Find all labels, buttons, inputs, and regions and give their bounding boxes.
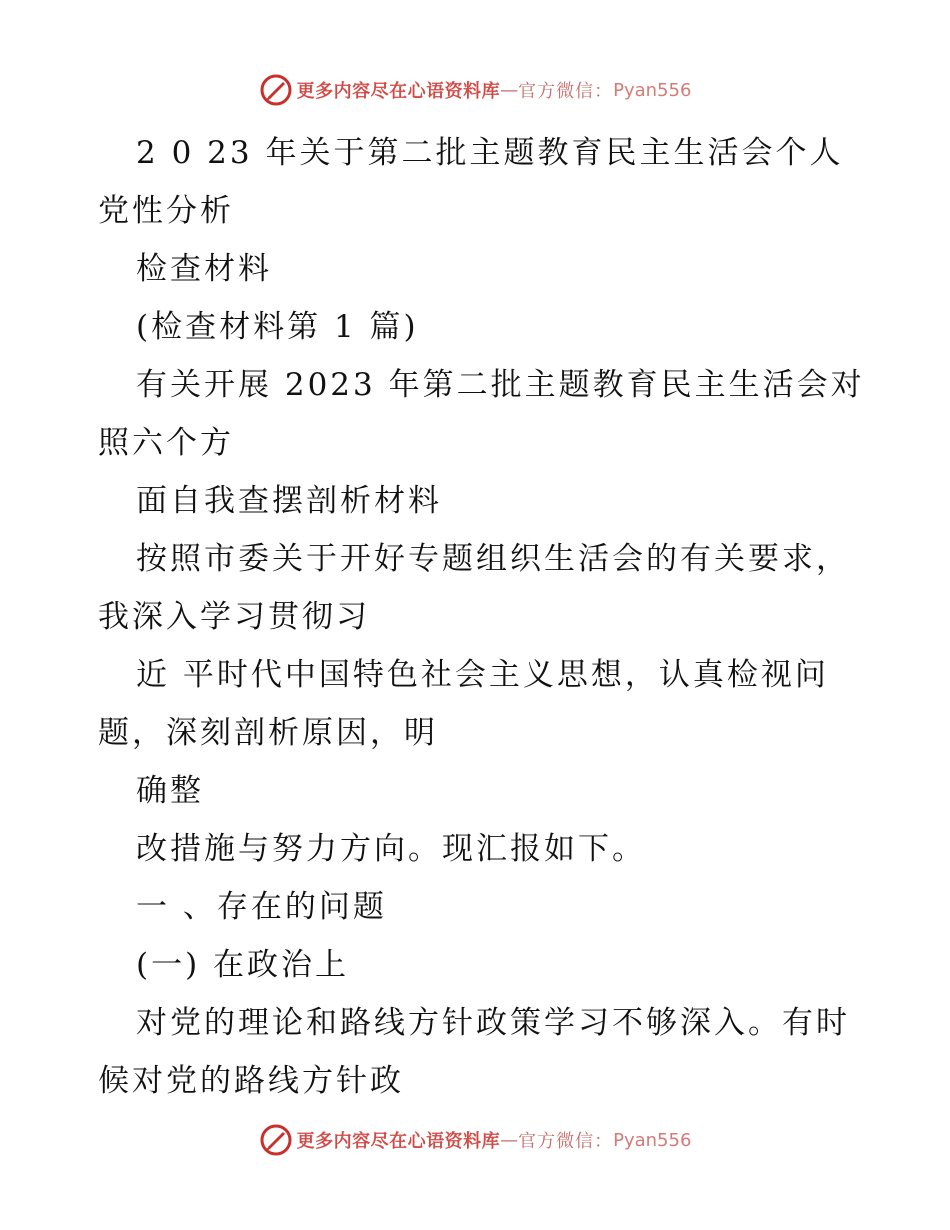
paragraph-line: 我深入学习贯彻习 xyxy=(98,599,370,635)
title-line-1: 2 0 23 年关于第二批主题教育民主生活会个人 xyxy=(136,135,844,171)
paragraph-line: 改措施与努力方向。现汇报如下。 xyxy=(136,831,646,867)
paragraph-line: 面自我查摆剖析材料 xyxy=(136,483,442,519)
banner-main-text: 更多内容尽在心语资料库 xyxy=(296,1131,501,1152)
paragraph-line: 候对党的路线方针政 xyxy=(98,1063,404,1099)
document-body xyxy=(98,124,865,1110)
banner-separator: — xyxy=(500,79,519,101)
paragraph-line: 近 平时代中国特色社会主义思想，认真检视问 xyxy=(136,657,829,693)
subtitle-line: 检查材料 xyxy=(136,251,272,287)
paragraph-line: 题，深刻剖析原因，明 xyxy=(98,715,438,751)
paragraph-line: 按照市委关于开好专题组织生活会的有关要求， xyxy=(136,541,850,577)
subsection-heading: (一) 在政治上 xyxy=(136,947,350,983)
banner-side-text: 官方微信： xyxy=(518,81,614,102)
banner-separator: — xyxy=(500,1129,519,1151)
banner-id-text: Pyan556 xyxy=(613,1129,692,1151)
paragraph-line: 照六个方 xyxy=(98,425,234,461)
title-line-2: 党性分析 xyxy=(98,193,234,229)
quill-logo-icon xyxy=(259,1123,293,1157)
section-label: (检查材料第 1 篇) xyxy=(136,309,419,345)
paragraph-line: 确整 xyxy=(136,773,204,809)
paragraph-line: 有关开展 2023 年第二批主题教育民主生活会对 xyxy=(136,367,865,403)
paragraph-line: 对党的理论和路线方针政策学习不够深入。有时 xyxy=(136,1005,850,1041)
banner-id-text: Pyan556 xyxy=(613,79,692,101)
watermark-banner-top xyxy=(0,70,950,110)
quill-logo-icon xyxy=(259,73,293,107)
watermark-banner-bottom xyxy=(0,1120,950,1160)
banner-side-text: 官方微信： xyxy=(518,1131,614,1152)
section-heading: 一 、存在的问题 xyxy=(136,889,387,925)
banner-main-text: 更多内容尽在心语资料库 xyxy=(296,81,501,102)
